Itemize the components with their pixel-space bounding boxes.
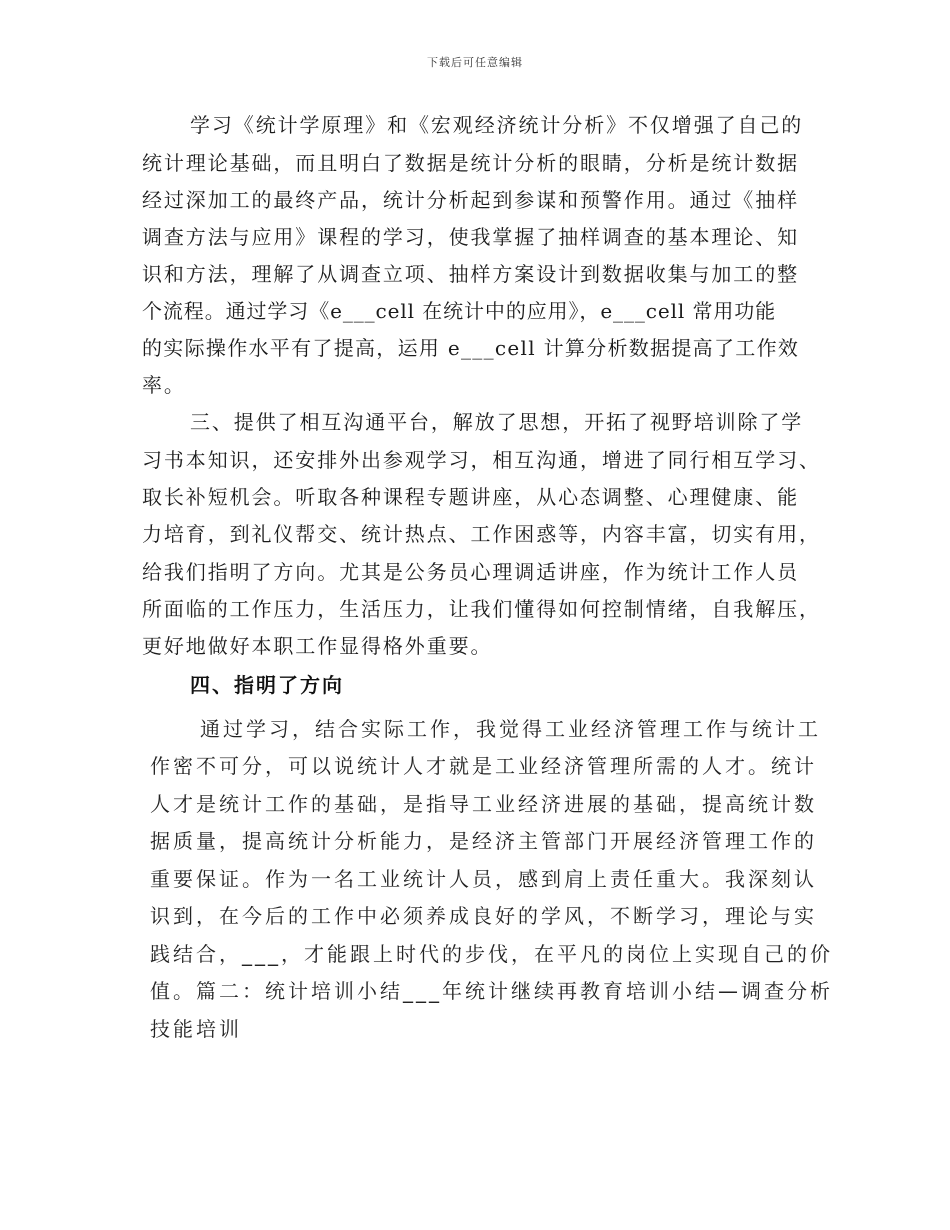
- paragraph-line: 的实际操作水平有了提高，运用 e___cell 计算分析数据提高了工作效: [142, 336, 800, 360]
- paragraph-line: 识和方法，理解了从调查立项、抽样方案设计到数据收集与加工的整: [142, 262, 799, 286]
- paragraph-line: 所面临的工作压力，生活压力，让我们懂得如何控制情绪，自我解压，: [142, 597, 821, 621]
- section-heading: 四、指明了方向: [190, 673, 344, 697]
- paragraph-line: 给我们指明了方向。尤其是公务员心理调适讲座，作为统计工作人员: [142, 560, 799, 584]
- paragraph-line: 学习《统计学原理》和《宏观经济统计分析》不仅增强了自己的: [190, 113, 804, 137]
- paragraph-line: 人才是统计工作的基础，是指导工业经济进展的基础，提高统计数: [150, 792, 817, 816]
- paragraph-line: 统计理论基础，而且明白了数据是统计分析的眼睛，分析是统计数据: [142, 151, 799, 175]
- paragraph-line: 个流程。通过学习《e___cell 在统计中的应用》，e___cell 常用功能: [142, 299, 777, 323]
- paragraph-line: 践结合，___，才能跟上时代的步伐，在平凡的岗位上实现自己的价: [150, 942, 833, 966]
- paragraph-line: 三、提供了相互沟通平台，解放了思想，开拓了视野培训除了学: [190, 410, 804, 434]
- paragraph-line: 技能培训: [150, 1017, 242, 1041]
- paragraph-line: 重要保证。作为一名工业统计人员，感到肩上责任重大。我深刻认: [150, 867, 817, 891]
- paragraph-line: 据质量，提高统计分析能力，是经济主管部门开展经济管理工作的: [150, 829, 817, 853]
- paragraph-line: 习书本知识，还安排外出参观学习，相互沟通，增进了同行相互学习、: [142, 448, 821, 472]
- paragraph-line: 调查方法与应用》课程的学习，使我掌握了抽样调查的基本理论、知: [142, 225, 799, 249]
- paragraph-line: 识到，在今后的工作中必须养成良好的学风，不断学习，理论与实: [150, 904, 817, 928]
- page-header: 下载后可任意编辑: [427, 56, 523, 69]
- paragraph-line: 力培育，到礼仪帮交、统计热点、工作困惑等，内容丰富，切实有用，: [142, 522, 821, 546]
- paragraph-line: 作密不可分，可以说统计人才就是工业经济管理所需的人才。统计: [150, 754, 817, 778]
- paragraph-line: 取长补短机会。听取各种课程专题讲座，从心态调整、心理健康、能: [142, 485, 799, 509]
- paragraph-line: 更好地做好本职工作显得格外重要。: [142, 634, 493, 658]
- paragraph-line: 值。篇二：统计培训小结___年统计继续再教育培训小结—调查分析: [150, 979, 833, 1003]
- paragraph-line: 率。: [142, 373, 186, 397]
- paragraph-line: 通过学习，结合实际工作，我觉得工业经济管理工作与统计工: [200, 717, 821, 741]
- paragraph-line: 经过深加工的最终产品，统计分析起到参谋和预警作用。通过《抽样: [142, 188, 799, 212]
